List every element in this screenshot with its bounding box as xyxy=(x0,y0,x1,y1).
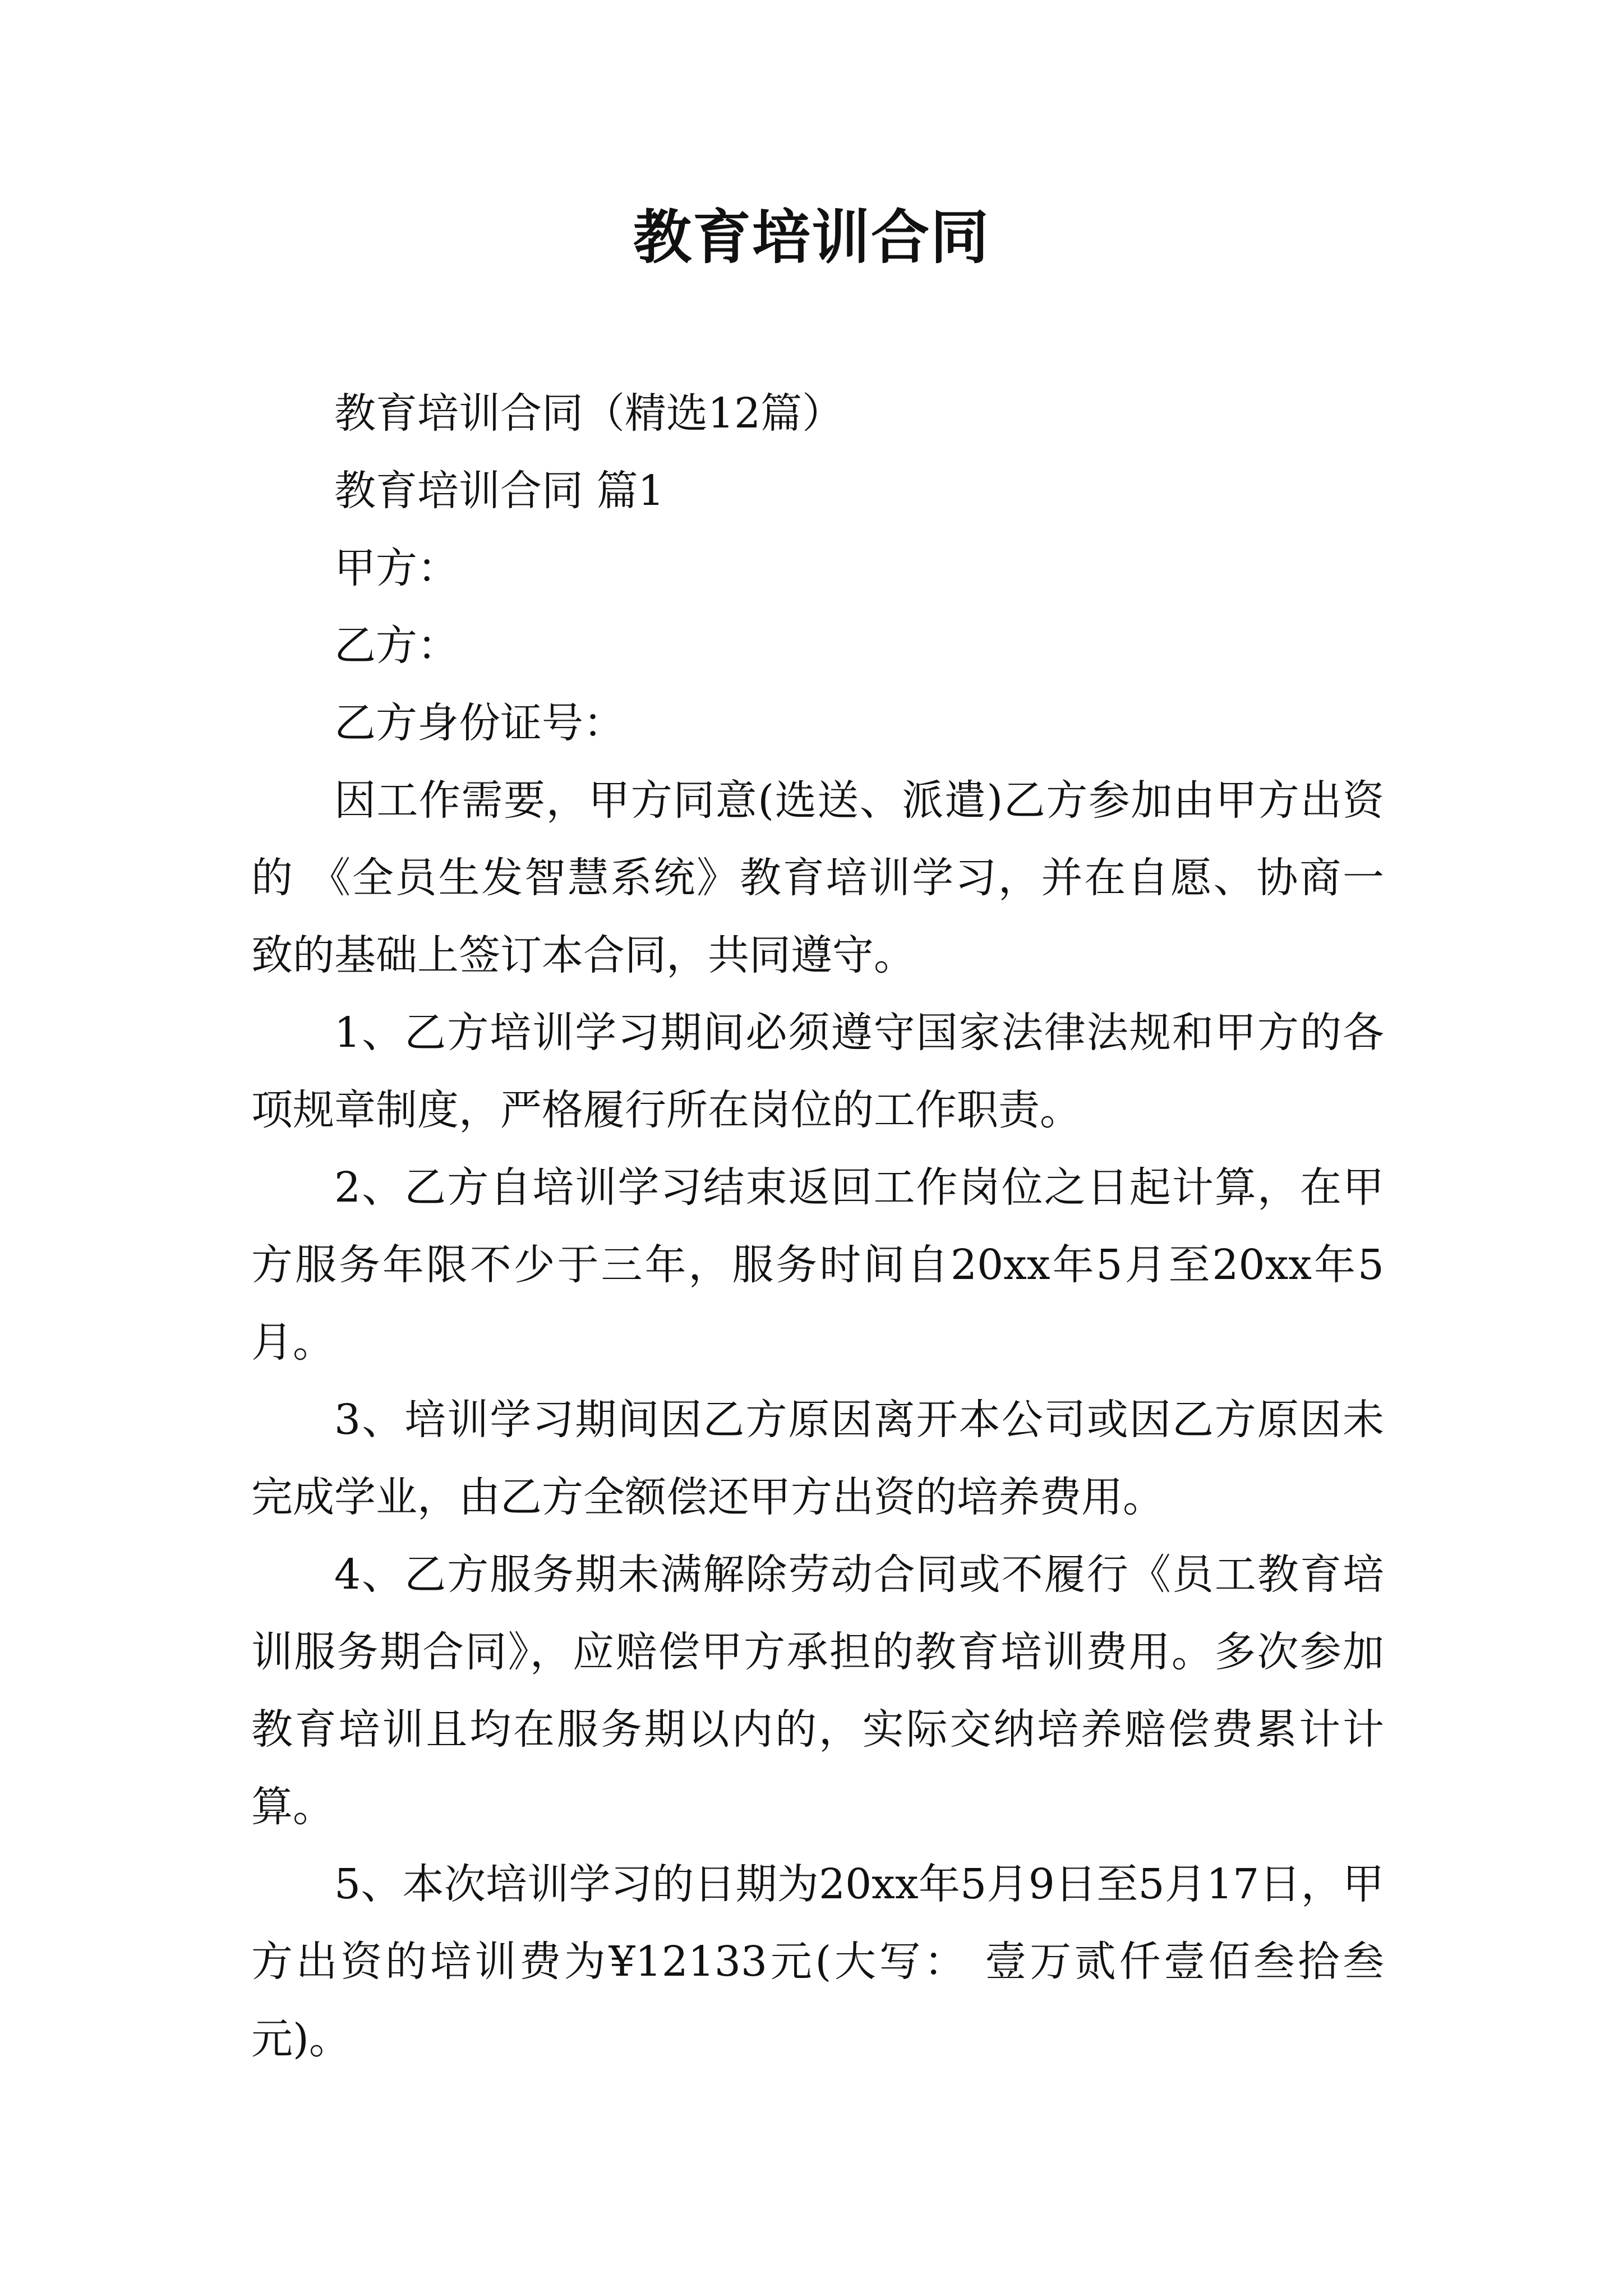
paragraph-clause-3: 3、培训学习期间因乙方原因离开本公司或因乙方原因未完成学业，由乙方全额偿还甲方出资的培养费用。 xyxy=(251,1396,1384,1521)
paragraph-party-b: 乙方： xyxy=(334,622,459,670)
document-title: 教育培训合同 xyxy=(633,203,990,272)
paragraph-clause-1: 1、乙方培训学习期间必须遵守国家法律法规和甲方的各项规章制度，严格履行所在岗位的工作职责。 xyxy=(251,1009,1384,1134)
paragraph-clause-4: 4、乙方服务期未满解除劳动合同或不履行《员工教育培训服务期合同》，应赔偿甲方承担的教育培训费用。多次参加教育培训且均在服务期以内的，实际交纳培养赔偿费累计计算。 xyxy=(251,1550,1384,1831)
paragraph-preamble: 因工作需要，甲方同意(选送、派遣)乙方参加由甲方出资的 《全员生发智慧系统》教育培训学习，并在自愿、协商一致的基础上签订本合同，共同遵守。 xyxy=(251,776,1384,979)
document-body xyxy=(251,375,1384,2078)
paragraph-party-a: 甲方： xyxy=(334,544,459,592)
paragraph-clause-5: 5、本次培训学习的日期为20xx年5月9日至5月17日，甲方出资的培训费为¥12133元(大写： 壹万贰仟壹佰叁拾叁元)。 xyxy=(251,1860,1384,2063)
paragraph-party-b-id: 乙方身份证号： xyxy=(334,699,625,747)
paragraph-subtitle: 教育培训合同（精选12篇） xyxy=(334,389,844,438)
paragraph-section-heading: 教育培训合同 篇1 xyxy=(334,467,665,515)
paragraph-clause-2: 2、乙方自培训学习结束返回工作岗位之日起计算，在甲方服务年限不少于三年，服务时间自20xx年5月至20xx年5月。 xyxy=(251,1163,1384,1366)
